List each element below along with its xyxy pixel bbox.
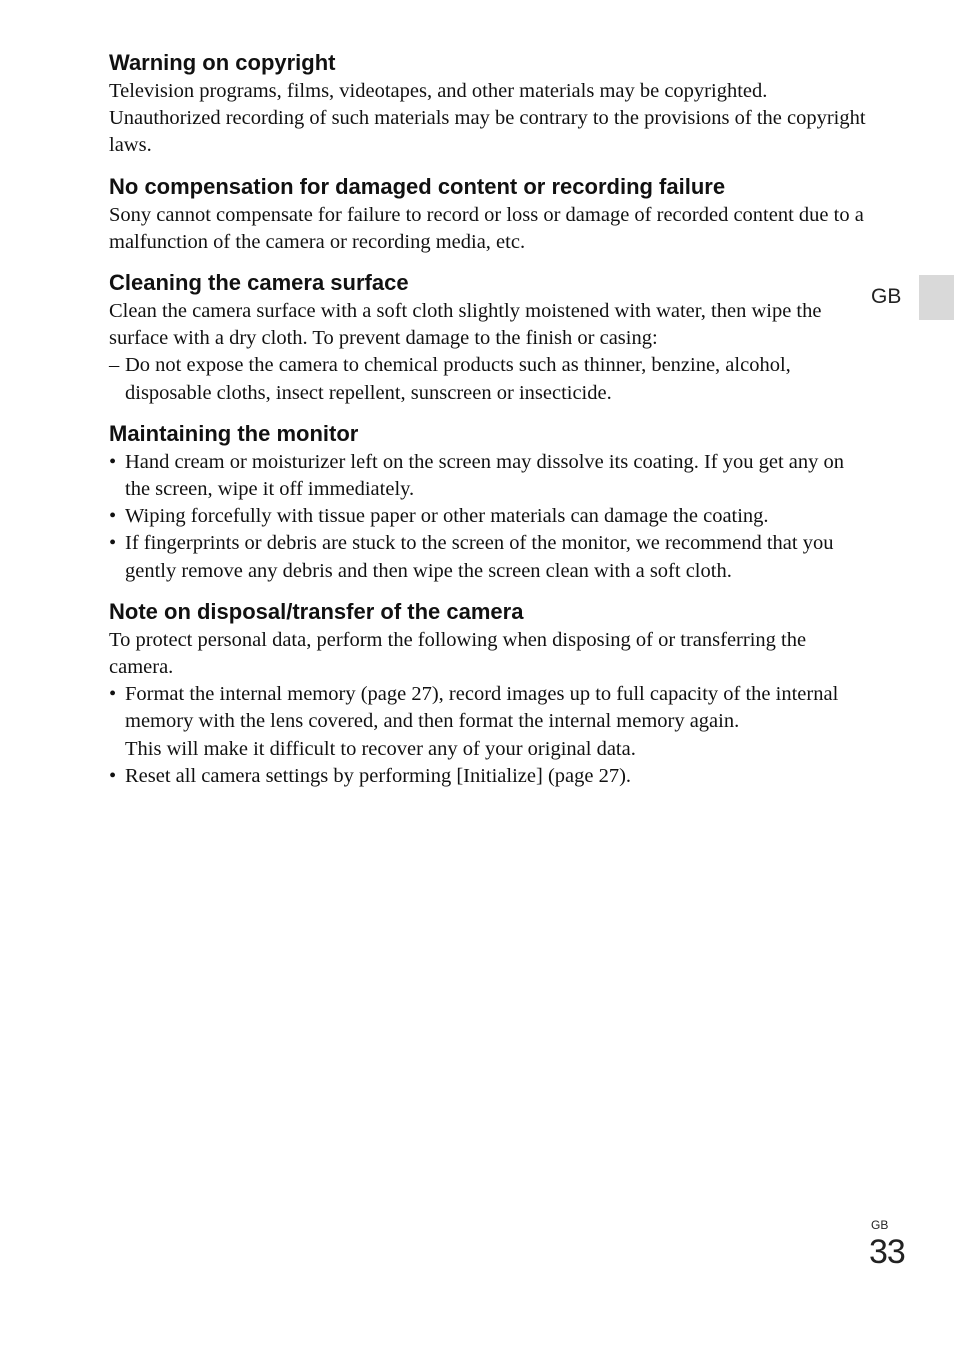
section-paragraph: To protect personal data, perform the following when disposing of or transferring the camera.: [109, 628, 807, 679]
page-content: [109, 48, 869, 802]
bullet-list: [109, 681, 869, 790]
list-item-note: This will make it difficult to recover any of your original data.: [125, 737, 636, 760]
page-number: 33: [869, 1233, 905, 1271]
section-cleaning: [109, 268, 869, 407]
section-heading: Cleaning the camera surface: [109, 270, 409, 296]
language-tab: [919, 275, 954, 320]
section-heading: No compensation for damaged content or recording failure: [109, 173, 726, 199]
list-item-text: Wiping forcefully with tissue paper or other materials can damage the coating.: [125, 505, 769, 528]
list-item: [109, 530, 869, 584]
section-copyright: [109, 48, 869, 160]
list-item: [109, 681, 869, 763]
section-monitor: [109, 419, 869, 585]
list-item-text: Format the internal memory (page 27), record images up to full capacity of the internal memory with the lens covered, and then format the internal memory again.: [125, 683, 839, 733]
section-paragraph: Clean the camera surface with a soft cloth slightly moistened with water, then wipe the surface with a dry cloth. To prevent damage to the finish or casing:: [109, 300, 822, 350]
page-region-label: GB: [871, 1218, 889, 1232]
list-item-text: If fingerprints or debris are stuck to the screen of the monitor, we recommend that you gently remove any debris and then wipe the screen clean with a soft cloth.: [125, 532, 834, 582]
dash-list: [109, 352, 869, 406]
section-heading: Note on disposal/transfer of the camera: [109, 598, 524, 624]
list-item: [109, 449, 869, 503]
bullet-marker: •: [109, 505, 117, 528]
bullet-marker: •: [109, 532, 117, 555]
list-item: [109, 352, 869, 406]
bullet-marker: •: [109, 450, 117, 473]
list-item: [109, 763, 869, 790]
dash-marker: –: [109, 354, 120, 377]
bullet-list: [109, 449, 869, 585]
section-paragraph: Television programs, films, videotapes, and other materials may be copyrighted. Unauthorized recording of such materials may be contrary to the provisions of the copyright laws.: [109, 80, 866, 157]
bullet-marker: •: [109, 764, 117, 787]
list-item-text: Do not expose the camera to chemical products such as thinner, benzine, alcohol, disposable cloths, insect repellent, sunscreen or insecticide.: [125, 354, 791, 404]
list-item-text: Hand cream or moisturizer left on the screen may dissolve its coating. If you get any on the screen, wipe it off immediately.: [125, 450, 844, 501]
section-heading: Warning on copyright: [109, 50, 336, 75]
section-no-compensation: [109, 172, 869, 256]
bullet-marker: •: [109, 683, 117, 706]
language-tab-label: GB: [871, 285, 902, 308]
list-item: [109, 503, 869, 530]
list-item-text: Reset all camera settings by performing [Initialize] (page 27).: [125, 764, 632, 787]
section-paragraph: Sony cannot compensate for failure to record or loss or damage of recorded content due to a malfunction of the camera or recording media, etc.: [109, 203, 864, 253]
section-heading: Maintaining the monitor: [109, 420, 359, 446]
section-disposal: [109, 597, 869, 790]
